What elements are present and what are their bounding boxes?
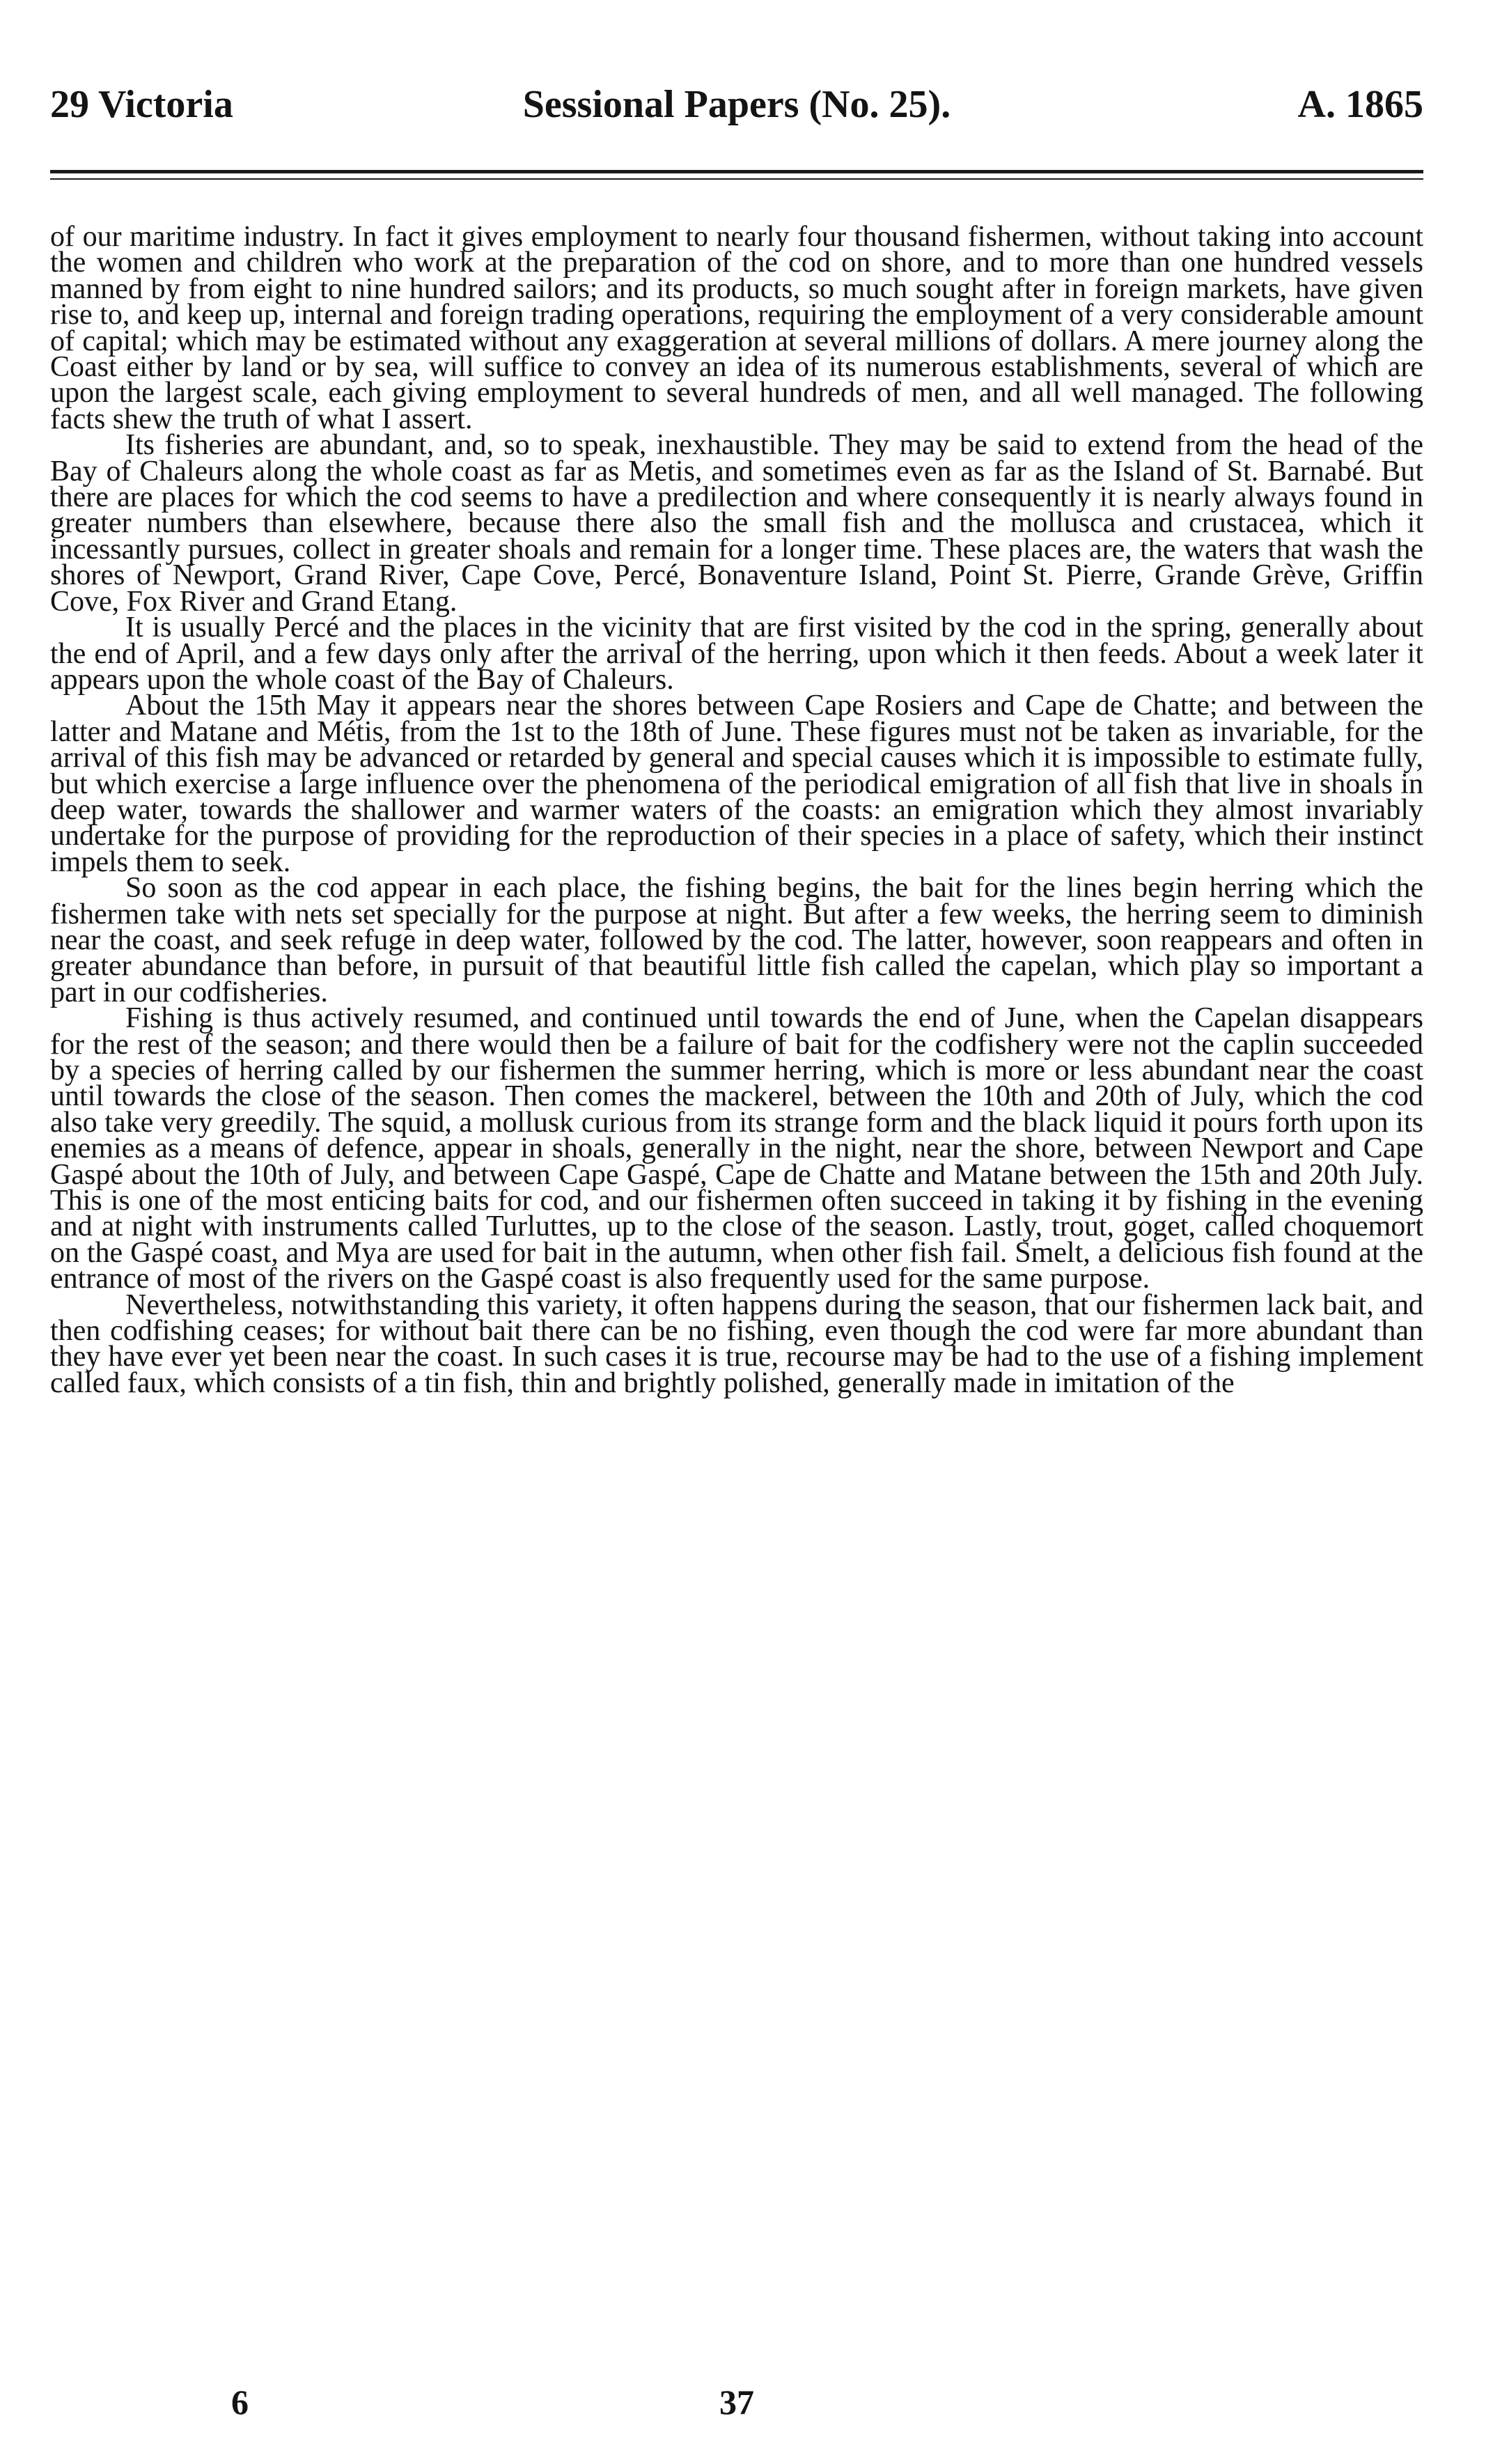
paragraph: Nevertheless, notwithstanding this variety, it often happens during the season, that our fishermen lack bait, and then codfishing ceases; for without bait there can be no fishing, even though the cod were far more abundant than they have ever yet been near the coast. In such cases it is true, recourse may be had to the use of a fishing implement called faux, which consists of a tin fish, thin and brightly polished, generally made in imitation of the <box>50 1288 1423 1399</box>
paragraph: About the 15th May it appears near the shores between Cape Rosiers and Cape de Chatte; and between the latter and Matane and Métis, from the 1st to the 18th of June. These figures must not be taken as invariable, for the arrival of this fish may be advanced or retarded by general and special causes which it is impossible to estimate fully, but which exercise a large influence over the phenomena of the periodical emigration of all fish that live in shoals in deep water, towards the shallower and warmer waters of the coasts: an emigration which they almost invariably undertake for the purpose of providing for the reproduction of their species in a place of safety, which their instinct impels them to seek. <box>50 689 1423 878</box>
paragraph: So soon as the cod appear in each place, the fishing begins, the bait for the lines begin herring which the fishermen take with nets set specially for the purpose at night. But after a few weeks, the herring seem to diminish near the coast, and seek refuge in deep water, followed by the cod. The latter, however, soon reappears and often in greater abundance than before, in pursuit of that beautiful little fish called the capelan, which play so important a part in our codfisheries. <box>50 872 1423 1008</box>
body-text <box>50 221 1423 1399</box>
header-rule-thick <box>50 170 1423 173</box>
header-rule-thin <box>50 178 1423 180</box>
signature-mark: 6 <box>231 2383 249 2422</box>
paragraph: of our maritime industry. In fact it gives employment to nearly four thousand fishermen, without taking into account the women and children who work at the preparation of the cod on shore, and to more than one hundred vessels manned by from eight to nine hundred sailors; and its products, so much sought after in foreign markets, have given rise to, and keep up, internal and foreign trading operations, requiring the employment of a very considerable amount of capital; which may be estimated without any exaggeration at several millions of dollars. A mere journey along the Coast either by land or by sea, will suffice to convey an idea of its numerous establishments, several of which are upon the largest scale, each giving employment to several hundreds of men, and all well managed. The following facts shew the truth of what I assert. <box>50 221 1423 435</box>
header-year: A. 1865 <box>1297 83 1423 126</box>
paragraph: Its fisheries are abundant, and, so to speak, inexhaustible. They may be said to extend from the head of the Bay of Chaleurs along the whole coast as far as Metis, and sometimes even as far as the Island of St. Barnabé. But there are places for which the cod seems to have a predilection and where consequently it is nearly always found in greater numbers than elsewhere, because there also the small fish and the mollusca and crustacea, which it incessantly pursues, collect in greater shoals and remain for a longer time. These places are, the waters that wash the shores of Newport, Grand River, Cape Cove, Percé, Bonaventure Island, Point St. Pierre, Grande Grève, Griffin Cove, Fox River and Grand Etang. <box>50 429 1423 618</box>
header-title: Sessional Papers (No. 25). <box>522 83 951 126</box>
page-footer <box>50 2382 1423 2424</box>
paragraph: Fishing is thus actively resumed, and continued until towards the end of June, when the Capelan disappears for the rest of the season; and there would then be a failure of bait for the codfishery were not the caplin succeeded by a species of herring called by our fishermen the summer herring, which is more or less abundant near the coast until towards the close of the season. Then comes the mackerel, between the 10th and 20th of July, which the cod also take very greedily. The squid, a mollusk curious from its strange form and the black liquid it pours forth upon its enemies as a means of defence, appear in shoals, generally in the night, near the shore, between Newport and Cape Gaspé about the 10th of July, and between Cape Gaspé, Cape de Chatte and Matane between the 15th and 20th July. This is one of the most enticing baits for cod, and our fishermen often succeed in taking it by fishing in the evening and at night with instruments called Turluttes, up to the close of the season. Lastly, trout, goget, called choquemort on the Gaspé coast, and Mya are used for bait in the autumn, when other fish fail. Smelt, a delicious fish found at the entrance of most of the rivers on the Gaspé coast is also frequently used for the same purpose. <box>50 1002 1423 1295</box>
header-volume: 29 Victoria <box>50 83 233 126</box>
page-number: 37 <box>719 2383 754 2422</box>
running-header <box>50 82 1423 145</box>
paragraph: It is usually Percé and the places in the vicinity that are first visited by the cod in the spring, generally about the end of April, and a few days only after the arrival of the herring, upon which it then feeds. About a week later it appears upon the whole coast of the Bay of Chaleurs. <box>50 611 1423 696</box>
document-page <box>50 0 1423 2464</box>
